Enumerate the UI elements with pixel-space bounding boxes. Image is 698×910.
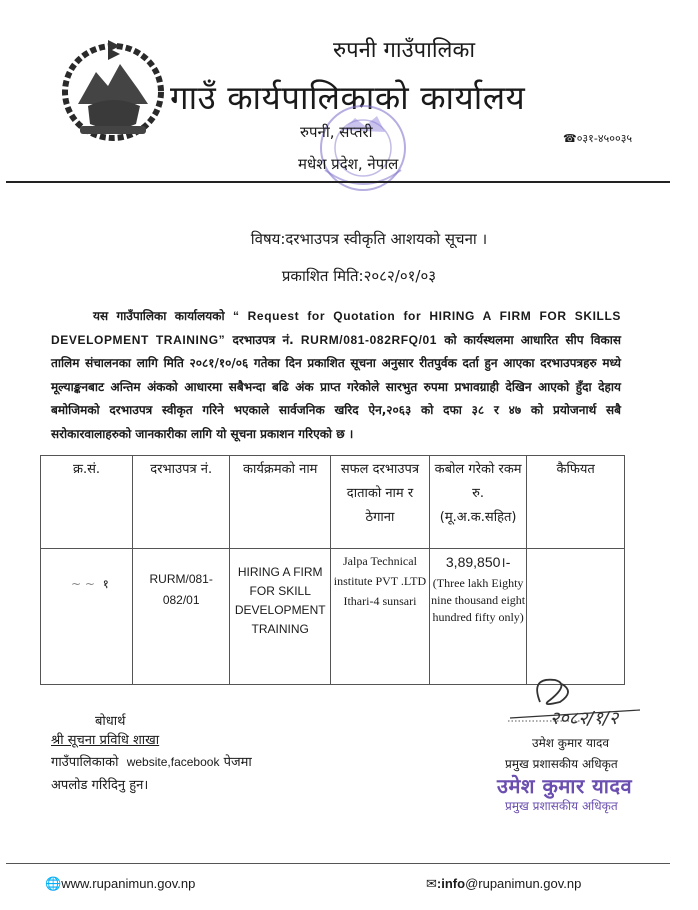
address-line-1: रुपनी, सप्तरी (300, 123, 373, 141)
body-part-2: दरभाउपत्र नं. (232, 332, 294, 347)
cc-label: बोधार्थ (95, 714, 126, 729)
cc-instruction-line-2: अपलोड गरिदिनु हुन। (51, 778, 149, 793)
signature-icon (500, 672, 650, 732)
table-row (41, 549, 625, 685)
table-header-row (41, 456, 625, 549)
col-header-amount: कबोल गरेको रकम रु. (मू.अ.क.सहित) (429, 456, 527, 549)
org-name: रुपनी गाउँपालिका (332, 38, 476, 63)
award-table (40, 455, 625, 685)
cell-sn: ~ ~ १ (41, 549, 133, 685)
signatory-name: उमेश कुमार यादव (532, 736, 610, 750)
published-date: प्रकाशित मिति:२०८२/०१/०३ (281, 267, 437, 285)
office-title: गाउँ कार्यपालिकाको कार्यालय (170, 78, 526, 117)
cc-instruction-line-1: गाउँपालिकाको website,facebook पेजमा (51, 755, 252, 770)
address-line-2: मधेश प्रदेश, नेपाल (298, 155, 399, 173)
col-header-vendor: सफल दरभाउपत्र दाताको नाम र ठेगाना (331, 456, 430, 549)
cell-program: HIRING A FIRM FOR SKILL DEVELOPMENT TRAINING (230, 549, 331, 685)
notice-subject: विषय:दरभाउपत्र स्वीकृति आशयको सूचना । (250, 230, 488, 248)
col-header-remarks: कैफियत (527, 456, 625, 549)
signatory-title: प्रमुख प्रशासकीय अधिकृत (505, 757, 618, 771)
svg-text:२०८२/१/२: २०८२/१/२ (550, 708, 619, 729)
footer-divider (6, 863, 670, 864)
col-header-program: कार्यक्रमको नाम (230, 456, 331, 549)
notice-body (51, 305, 621, 446)
website-link[interactable]: 🌐www.rupanimun.gov.np (45, 876, 196, 891)
col-header-sn: क्र.सं. (41, 456, 133, 549)
phone-value: ०३१-४५००३५ (576, 132, 633, 145)
amount-words: (Three lakh Eighty nine thousand eight hundred fifty only) (431, 576, 526, 624)
envelope-icon: ✉ (426, 876, 437, 891)
office-seal-icon (285, 100, 440, 205)
phone-icon: ☎ (563, 132, 577, 145)
header-divider (6, 181, 670, 183)
body-quote: “ Request for Quotation for HIRING A FIRM FOR SKILLS DEVELOPMENT TRAINING” (51, 309, 621, 347)
body-ref: RURM/081-082RFQ/01 (300, 332, 438, 347)
cell-vendor: Jalpa Technical institute PVT .LTD Ithari-4 sunsari (331, 549, 430, 685)
col-header-ref: दरभाउपत्र नं. (132, 456, 229, 549)
stamp-title: प्रमुख प्रशासकीय अधिकृत (505, 799, 618, 813)
phone-number (563, 131, 632, 146)
cell-amount (429, 549, 527, 685)
body-part-3: को कार्यस्थलमा आधारित सीप विकास तालिम संचालनका लागि मिति २०८१/१०/०६ गतेका दिन प्रकाशित सूचना अनुसार रीतपुर्वक दर्ता हुन आएका दरभाउपत्रहरु मध्ये मूल्याङ्कनबाट अन्तिम अंकको आधारमा सबैभन्दा बढि अंक प्राप्त गरेकोले सारभुत रुपमा प्रभावग्राही देखिन आएको हुँदा देहाय बमोजिमको दरभाउपत्र स्वीकृत गरिने भएकाले सार्वजनिक खरिद ऐन,२०६३ को दफा ३८ र ४७ को प्रयोजनार्थ सबै सरोकारवालाहरुको जानकारीका लागि यो सूचना प्रकाशन गरिएको छ । (51, 332, 621, 441)
body-part-1: यस गाउँपालिका कार्यालयको (93, 309, 225, 323)
cc-branch: श्री सूचना प्रविधि शाखा (51, 733, 160, 748)
cell-ref: RURM/081-082/01 (132, 549, 229, 685)
globe-icon: 🌐 (45, 876, 62, 891)
amount-figure: 3,89,850।- (445, 554, 511, 570)
cell-remarks (527, 549, 625, 685)
email-link[interactable]: ✉:info@rupanimun.gov.np (426, 876, 582, 891)
stamp-name: उमेश कुमार यादव (497, 774, 633, 798)
